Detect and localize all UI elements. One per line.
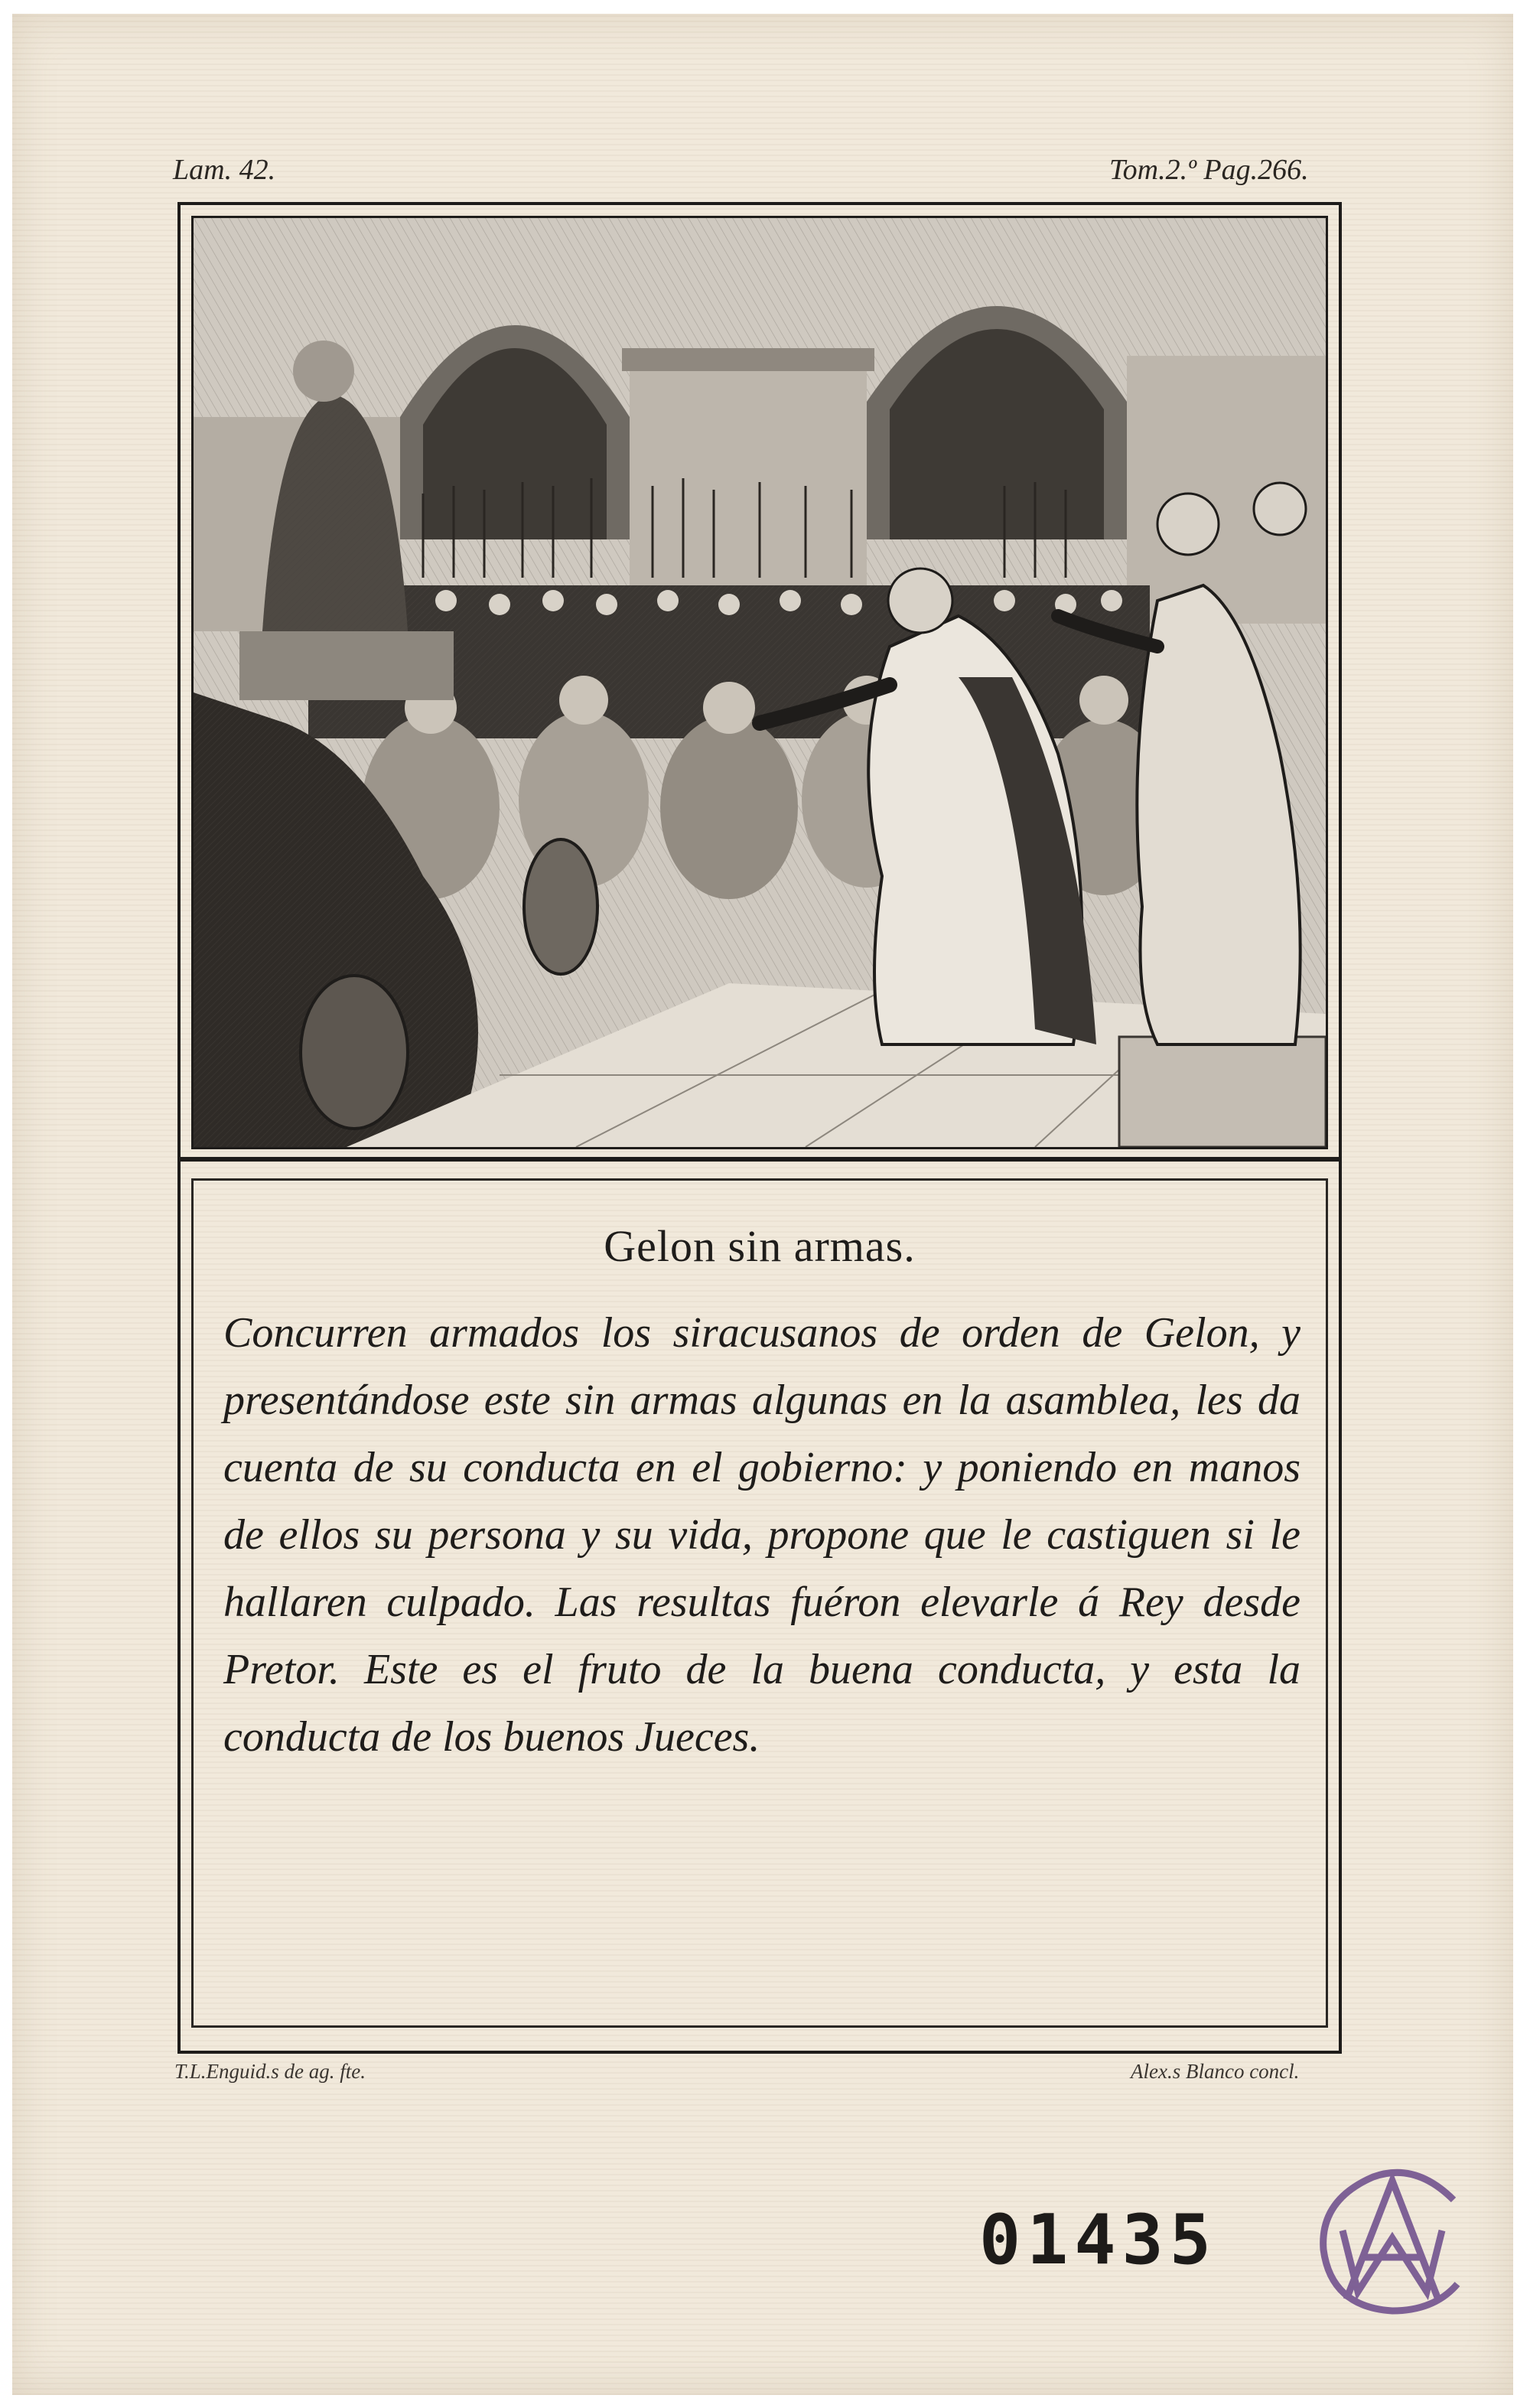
credit-engraver-right: Alex.s Blanco concl. — [1131, 2060, 1300, 2083]
frame-divider — [177, 1157, 1342, 1162]
inventory-number: 01435 — [979, 2200, 1217, 2280]
tome-page-reference: Tom.2.º Pag.266. — [1109, 154, 1309, 186]
shield — [524, 839, 597, 974]
engraving-illustration — [191, 216, 1328, 1149]
center-pillar — [630, 348, 867, 624]
caption-title: Gelon sin armas. — [604, 1221, 916, 1271]
monogram-stamp — [1300, 2154, 1484, 2333]
caption-text: Concurren armados los siracusanos de orden de Gelon, y presentándose este sin armas algunas en la asamblea, les da cuenta de su conducta en el gobierno: y poniendo en manos de ellos su persona y su vida, propone que le castiguen si le hallaren culpado. Las resultas fuéron elevarle á Rey desde Pretor. Este es el fruto de la buena conducta, y esta la conducta de los buenos Jueces. — [223, 1309, 1300, 1761]
plate-label: Lam. 42. — [173, 154, 276, 186]
credit-engraver-left: T.L.Enguid.s de ag. fte. — [174, 2060, 366, 2083]
